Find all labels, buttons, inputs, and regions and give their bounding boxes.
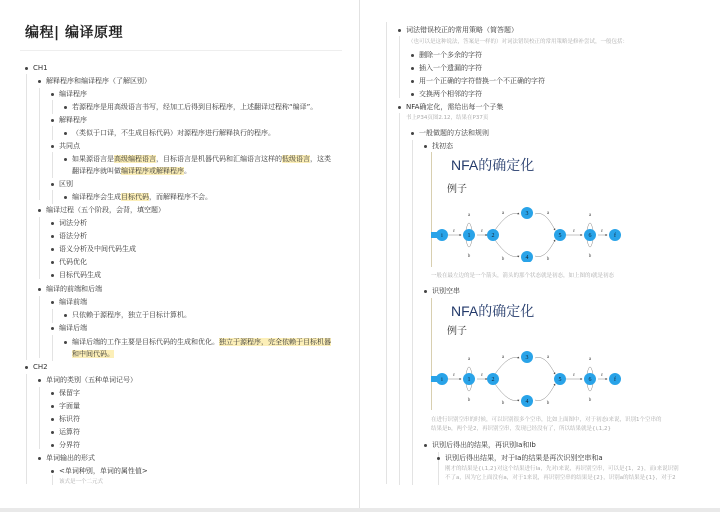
outline-label: 编译过程（五个阶段，会背，填空题）: [46, 206, 165, 214]
bullet: [38, 209, 41, 212]
bullet: [25, 366, 28, 369]
bullet: [51, 274, 54, 277]
bullet: [411, 93, 414, 96]
guide-line: [399, 113, 400, 485]
outline-item[interactable]: [59, 466, 148, 476]
outline-label: 一般做题的方法和规则: [419, 129, 489, 137]
svg-text:3: 3: [525, 211, 529, 217]
bullet: [38, 457, 41, 460]
text-run: ，这类: [310, 155, 331, 163]
text-run: 翻译程序就叫做: [72, 167, 121, 175]
outline-label: 编译的前端和后端: [46, 285, 102, 293]
nfa-state-diagram: [431, 202, 621, 262]
bullet: [51, 301, 54, 304]
outline-item[interactable]: [59, 427, 80, 437]
svg-text:a: a: [588, 357, 592, 362]
svg-text:ε: ε: [572, 373, 576, 378]
outline-label: 分界符: [59, 441, 80, 449]
bullet: [51, 418, 54, 421]
outline-item[interactable]: [59, 141, 80, 151]
guide-line: [26, 74, 27, 360]
bullet: [398, 29, 401, 32]
text-run: 编译程序会生成: [72, 193, 121, 201]
outline-item[interactable]: [46, 205, 165, 215]
outline-item[interactable]: [72, 128, 275, 138]
bullet: [411, 132, 414, 135]
text-run: 。: [184, 167, 191, 175]
svg-text:b: b: [467, 398, 471, 403]
bullet: [424, 290, 427, 293]
outline-item-continuation: [72, 349, 114, 359]
bullet: [38, 288, 41, 291]
svg-text:a: a: [467, 213, 471, 218]
outline-note: 书上P34页图2.12，结果在P37页: [406, 115, 489, 121]
highlight: 独立于源程序，完全依赖于目标机器: [219, 338, 331, 346]
outline-note: 刚才的结果是{i,1,2}对这个结果进行Ia，先对i来说，再识别空串，可以是{1，2}，而i来说识别: [445, 466, 679, 472]
outline-item[interactable]: [46, 284, 102, 294]
outline-label: NFA确定化，需给出每一个子集: [406, 103, 504, 111]
guide-line: [412, 140, 413, 485]
bullet: [51, 248, 54, 251]
svg-text:f: f: [614, 377, 616, 383]
outline-item-continuation: [72, 166, 191, 176]
svg-text:b: b: [467, 254, 471, 259]
outline-note: （也可以是这种说法，答案是一样的）对词法错误校正的常用策略是修补尝试，一般包括：: [408, 39, 629, 45]
bullet: [64, 196, 67, 199]
svg-text:a: a: [588, 213, 592, 218]
outline-label: 保留字: [59, 389, 80, 397]
outline-label: 单词输出的形式: [46, 454, 95, 462]
bullet: [51, 327, 54, 330]
guide-line: [26, 374, 27, 484]
bullet: [424, 145, 427, 148]
outline-label: 标识符: [59, 415, 80, 423]
outline-note: 不了a，因为它上面没有a，对于1来说，再识别空串的结果是{2}，识别a的结果是{1}，对于2: [445, 475, 676, 481]
right-page: [360, 0, 720, 508]
bullet: [51, 183, 54, 186]
bullet: [64, 314, 67, 317]
bullet: [437, 457, 440, 460]
svg-text:3: 3: [525, 355, 529, 361]
outline-label: 代码优化: [59, 258, 87, 266]
outline-item[interactable]: [406, 25, 518, 35]
bullet: [51, 405, 54, 408]
outline-item[interactable]: [59, 401, 80, 411]
figure-subtitle: 例子: [447, 184, 467, 195]
figure-title: NFA的确定化: [451, 303, 535, 319]
outline-item[interactable]: [72, 192, 212, 202]
outline-label: 区别: [59, 180, 73, 188]
svg-text:b: b: [588, 398, 592, 403]
page-title: 编程| 编译原理: [25, 25, 123, 41]
bullet: [64, 132, 67, 135]
guide-line: [52, 126, 53, 140]
svg-text:5: 5: [558, 233, 562, 239]
svg-text:6: 6: [588, 377, 592, 383]
svg-text:b: b: [546, 401, 550, 406]
outline-item[interactable]: [432, 440, 536, 450]
svg-text:a: a: [467, 357, 471, 362]
outline-item[interactable]: [432, 286, 460, 296]
outline-label: 语法分析: [59, 232, 87, 240]
outline-item[interactable]: [419, 76, 545, 86]
guide-line: [52, 335, 53, 361]
outline-label: CH1: [33, 64, 48, 72]
outline-label: 解释程序: [59, 116, 87, 124]
outline-item[interactable]: [59, 297, 87, 307]
outline-label: 找初态: [432, 142, 453, 150]
svg-text:6: 6: [588, 233, 592, 239]
outline-item[interactable]: [432, 141, 453, 151]
outline-item[interactable]: [59, 115, 87, 125]
outline-item[interactable]: [46, 453, 95, 463]
outline-item[interactable]: [419, 89, 482, 99]
svg-text:5: 5: [558, 377, 562, 383]
outline-item[interactable]: [59, 323, 87, 333]
outline-label: 字面量: [59, 402, 80, 410]
outline-item[interactable]: [419, 128, 489, 138]
outline-label: CH2: [33, 363, 48, 371]
outline-label: 词法错误校正的常用策略（简答题）: [406, 26, 518, 34]
bullet: [51, 392, 54, 395]
outline-item[interactable]: [59, 440, 80, 450]
outline-item[interactable]: [445, 453, 603, 463]
bullet: [51, 444, 54, 447]
bullet: [64, 106, 67, 109]
outline-label: 编译前端: [59, 298, 87, 306]
outline-item[interactable]: [59, 231, 87, 241]
guide-line: [386, 22, 387, 484]
svg-text:1: 1: [467, 377, 471, 383]
bullet: [64, 341, 67, 344]
outline-item[interactable]: [59, 89, 87, 99]
svg-text:1: 1: [467, 233, 471, 239]
svg-text:b: b: [588, 254, 592, 259]
guide-line: [52, 152, 53, 178]
bullet: [51, 119, 54, 122]
svg-text:a: a: [546, 211, 550, 216]
svg-text:i: i: [441, 377, 443, 383]
outline-label: 共同点: [59, 142, 80, 150]
outline-label: 插入一个遗漏的字符: [419, 64, 482, 72]
outline-item[interactable]: [419, 63, 482, 73]
svg-text:a: a: [501, 211, 505, 216]
figure-caption: 一般在最左边的是一个箭头，箭头的那个状态就是初态，如上图的i就是初态: [431, 273, 615, 279]
figure-title: NFA的确定化: [451, 157, 535, 173]
outline-label: 交换两个相邻的字符: [419, 90, 482, 98]
left-page: [0, 0, 360, 508]
bullet: [51, 431, 54, 434]
outline-item[interactable]: [46, 375, 137, 385]
guide-line: [39, 296, 40, 358]
text-run: 编译后端的工作主要是目标代码的生成和优化。: [72, 338, 219, 346]
text-run: ，目标语言是机器代码和汇编语言这样的: [156, 155, 282, 163]
figure-subtitle: 例子: [447, 326, 467, 337]
outline-label: 识别后得出结果，对于Ia的结果是再次识别空串和a: [445, 454, 603, 462]
guide-line: [52, 475, 53, 485]
guide-line: [399, 36, 400, 98]
svg-text:4: 4: [525, 399, 529, 405]
outline-note: 该式是一个二元式: [59, 479, 104, 485]
outline-label: 用一个正确的字符替换一个不正确的字符: [419, 77, 545, 85]
outline-label: <单词种别，单词的属性值>: [59, 467, 148, 475]
outline-label: 识别后得出的结果，再识别Ia和Ib: [432, 441, 536, 449]
outline-label: 识别空串: [432, 287, 460, 295]
bullet: [64, 158, 67, 161]
guide-line: [39, 88, 40, 200]
svg-text:ε: ε: [480, 229, 484, 234]
bullet: [51, 145, 54, 148]
outline-item-ch2[interactable]: [33, 362, 48, 372]
outline-item[interactable]: [59, 414, 80, 424]
outline-item[interactable]: [72, 337, 331, 347]
svg-text:a: a: [501, 355, 505, 360]
bullet: [38, 80, 41, 83]
outline-label: 编译后端: [59, 324, 87, 332]
text-run: ，而解释程序不会。: [149, 193, 212, 201]
outline-label: 单词的类别（五种单词记号）: [46, 376, 137, 384]
svg-text:b: b: [546, 257, 550, 262]
svg-text:a: a: [546, 355, 550, 360]
svg-text:ε: ε: [600, 373, 604, 378]
outline-label: 目标代码生成: [59, 271, 101, 279]
svg-text:b: b: [501, 401, 505, 406]
outline-item-ch1[interactable]: [33, 63, 48, 73]
outline-label: 词法分析: [59, 219, 87, 227]
highlight: 低级语言: [282, 155, 310, 163]
bullet: [411, 54, 414, 57]
svg-text:2: 2: [491, 233, 495, 239]
bullet: [51, 222, 54, 225]
figure-caption: 在进行识别空串的时候，可以识别很多个空串，比如上面图中，对于初态i来说，识别1个空串的: [431, 417, 662, 423]
guide-line: [52, 100, 53, 114]
guide-line: [39, 217, 40, 279]
outline-item[interactable]: [419, 50, 482, 60]
outline-item[interactable]: [59, 218, 87, 228]
svg-text:ε: ε: [452, 229, 456, 234]
bullet: [51, 470, 54, 473]
outline-label: （类似于口译，不生成目标代码）对源程序进行解释执行的程序。: [72, 129, 275, 137]
svg-text:4: 4: [525, 255, 529, 261]
outline-label: 解释程序和编译程序（了解区别）: [46, 77, 151, 85]
svg-text:i: i: [441, 233, 443, 239]
highlight: 高级编程语言: [114, 155, 156, 163]
bullet: [25, 67, 28, 70]
svg-text:b: b: [501, 257, 505, 262]
outline-item[interactable]: [406, 102, 503, 112]
outline-item[interactable]: [72, 154, 331, 164]
bullet: [51, 93, 54, 96]
outline-item[interactable]: [46, 76, 151, 86]
outline-item[interactable]: [59, 244, 136, 254]
highlight: 和中间代码。: [72, 350, 114, 358]
svg-text:2: 2: [491, 377, 495, 383]
svg-text:ε: ε: [600, 229, 604, 234]
outline-label: 若源程序是用高级语言书写，经加工后得到目标程序，上述翻译过程称“编译”。: [72, 103, 318, 111]
bullet: [51, 261, 54, 264]
bullet: [51, 235, 54, 238]
outline-item[interactable]: [72, 102, 317, 112]
svg-text:f: f: [614, 233, 616, 239]
nfa-state-diagram: [431, 348, 621, 408]
figure-caption: 结果是b，两个是2，再识别空串，发现已经没有了，所以结果就是{i,1,2}: [431, 426, 612, 432]
bullet: [411, 67, 414, 70]
highlight: 编译程序或解释程序: [121, 167, 184, 175]
bullet: [411, 80, 414, 83]
bullet: [398, 106, 401, 109]
outline-label: 语义分析及中间代码生成: [59, 245, 136, 253]
outline-label: 编译程序: [59, 90, 87, 98]
outline-label: 运算符: [59, 428, 80, 436]
bullet: [424, 444, 427, 447]
svg-text:ε: ε: [480, 373, 484, 378]
bullet: [38, 379, 41, 382]
svg-text:ε: ε: [572, 229, 576, 234]
guide-line: [52, 309, 53, 323]
outline-label: 只依赖于源程序，独立于目标计算机。: [72, 311, 191, 319]
text-run: 如果源语言是: [72, 155, 114, 163]
title-divider: [20, 50, 342, 51]
outline-item[interactable]: [59, 257, 87, 267]
svg-text:ε: ε: [452, 373, 456, 378]
outline-item[interactable]: [59, 388, 80, 398]
outline-item[interactable]: [59, 179, 73, 189]
guide-line: [39, 387, 40, 449]
nfa-figure-image: [431, 152, 621, 267]
outline-item[interactable]: [72, 310, 191, 320]
outline-item[interactable]: [59, 270, 101, 280]
outline-label: 删除一个多余的字符: [419, 51, 482, 59]
highlight: 目标代码: [121, 193, 149, 201]
nfa-figure-image: [431, 298, 621, 410]
guide-line: [52, 190, 53, 204]
